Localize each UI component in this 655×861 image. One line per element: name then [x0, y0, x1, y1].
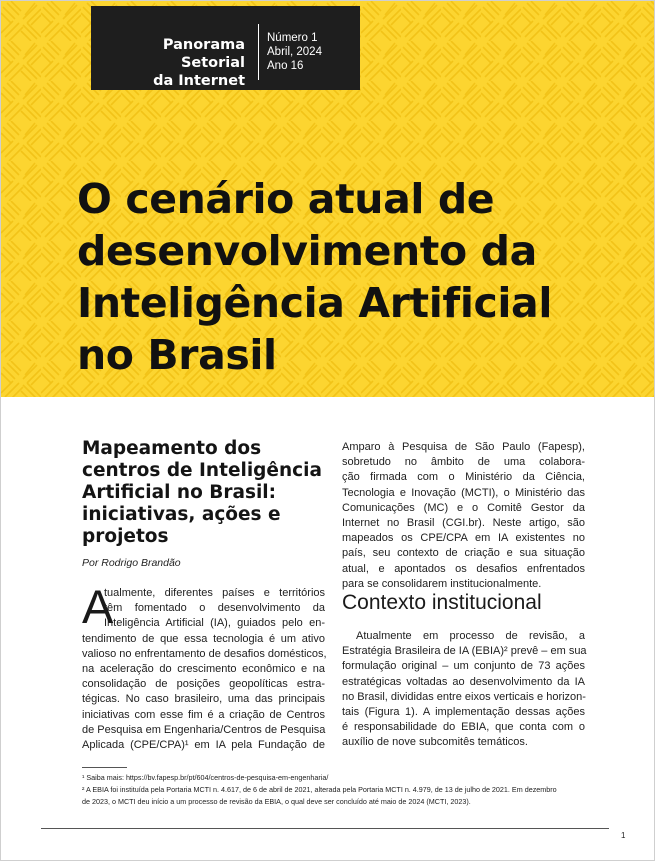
body-line: consolidação de posições geopolíticas estra-: [82, 678, 325, 691]
page-number: 1: [621, 831, 626, 840]
publication-name-line-2: da Internet: [153, 73, 245, 89]
body-line: iniciativas com esse fim é a criação de Centros: [82, 708, 325, 721]
body-line: Atualmente em processo de revisão, a: [356, 630, 585, 642]
body-line: atual, e apontados os desafios enfrentados: [342, 562, 585, 575]
article-title-line: Artificial no Brasil:: [82, 482, 277, 503]
body-line: Tecnologia e Inovação (MCTI), o Ministério das: [342, 486, 585, 499]
page-bottom-rule: [41, 828, 609, 829]
body-column-2-section: [342, 629, 585, 751]
body-line: de Pesquisa em Engenharia/Centros de Pesquisa: [82, 723, 326, 736]
footnote-divider: [82, 767, 127, 768]
publication-masthead: [91, 6, 360, 90]
body-line: tais (Figura 1). A implementação dessas ações: [342, 705, 585, 718]
body-line: Comunicações (MC) e o Comitê Gestor da: [342, 501, 585, 514]
main-title: [77, 173, 637, 381]
footnotes: [82, 772, 592, 809]
body-line: Inteligência Artificial (IA), guiados pelo en-: [104, 617, 325, 630]
body-line: na aceleração do crescimento econômico e na: [82, 662, 325, 675]
main-title-line-1: O cenário atual de: [77, 175, 495, 223]
article-title-line: centros de Inteligência: [82, 460, 322, 481]
footnote-2: ² A EBIA foi instituída pela Portaria MCTI n. 4.617, de 6 de abril de 2021, alterada pela Portaria MCTI n. 4.979, de 13 de julho de 2021. Em dezembro: [82, 785, 557, 795]
body-column-1: [82, 586, 325, 753]
drop-cap: A: [82, 580, 114, 633]
publication-name: [103, 36, 245, 90]
body-line: formulação original – um conjunto de 73 ações: [342, 660, 585, 673]
body-line: Estratégia Brasileira de IA (EBIA)² prevê – em sua: [342, 645, 587, 658]
main-title-line-3: Inteligência Artificial: [77, 279, 552, 327]
body-column-2: [342, 440, 585, 592]
article-title-line: iniciativas, ações e: [82, 504, 281, 525]
article-title-line: Mapeamento dos: [82, 438, 262, 459]
body-line: Amparo à Pesquisa de São Paulo (Fapesp),: [342, 441, 585, 453]
body-line: para se consolidarem institucionalmente.: [342, 577, 542, 590]
cover-banner: [1, 1, 654, 397]
body-line: país, seu contexto de criação e sua situação: [342, 547, 585, 560]
masthead-divider: [258, 24, 259, 80]
footnote-1: ¹ Saiba mais: https://bv.fapesp.br/pt/604/centros-de-pesquisa-em-engenharia/: [82, 773, 329, 782]
body-line: no Brasil, divididas entre eixos verticais e horizon-: [342, 690, 586, 703]
body-line: têm fomentado o desenvolvimento da: [104, 602, 325, 615]
body-line: Internet no Brasil (CGI.br). Neste artigo, são: [342, 516, 585, 529]
body-line: auxílio de nove subcomitês temáticos.: [342, 736, 528, 749]
body-line: sobretudo no âmbito de uma colabora-: [342, 456, 585, 469]
body-line: ção firmada com o Ministério da Ciência,: [342, 471, 585, 484]
issue-number: Número 1: [267, 32, 318, 44]
article-title-line: projetos: [82, 526, 169, 547]
body-line: Aplicada (CPE/CPA)¹ em IA pela Fundação de: [82, 738, 325, 751]
issue-year: Ano 16: [267, 60, 304, 72]
footnote-2-continued: de 2023, o MCTI deu início a um processo de revisão da EBIA, o qual deve ser concluído até maio de 2024 (MCTI, 2023).: [82, 797, 471, 807]
issue-date: Abril, 2024: [267, 46, 322, 58]
body-line: tendimento de que essa tecnologia é um ativo: [82, 632, 325, 645]
author-byline: Por Rodrigo Brandão: [82, 557, 181, 569]
body-line: tualmente, diferentes países e territórios: [104, 587, 325, 599]
body-line: valioso no enfrentamento de desafios domésticos,: [82, 647, 327, 660]
main-title-line-2: desenvolvimento da: [77, 227, 537, 275]
section-heading: Contexto institucional: [342, 591, 542, 614]
body-line: é responsabilidade do EBIA, que conta com o: [342, 721, 585, 734]
issue-info: [267, 31, 322, 73]
body-line: tégicas. No caso brasileiro, uma das principais: [82, 693, 325, 706]
main-title-line-4: no Brasil: [77, 331, 277, 379]
publication-name-line-1: Panorama Setorial: [162, 37, 245, 71]
article-title: [82, 438, 332, 548]
body-line: mapeados os CPE/CPA em IA existentes no: [342, 532, 585, 545]
body-line: estratégicas voltadas ao desenvolvimento da IA: [342, 675, 585, 688]
